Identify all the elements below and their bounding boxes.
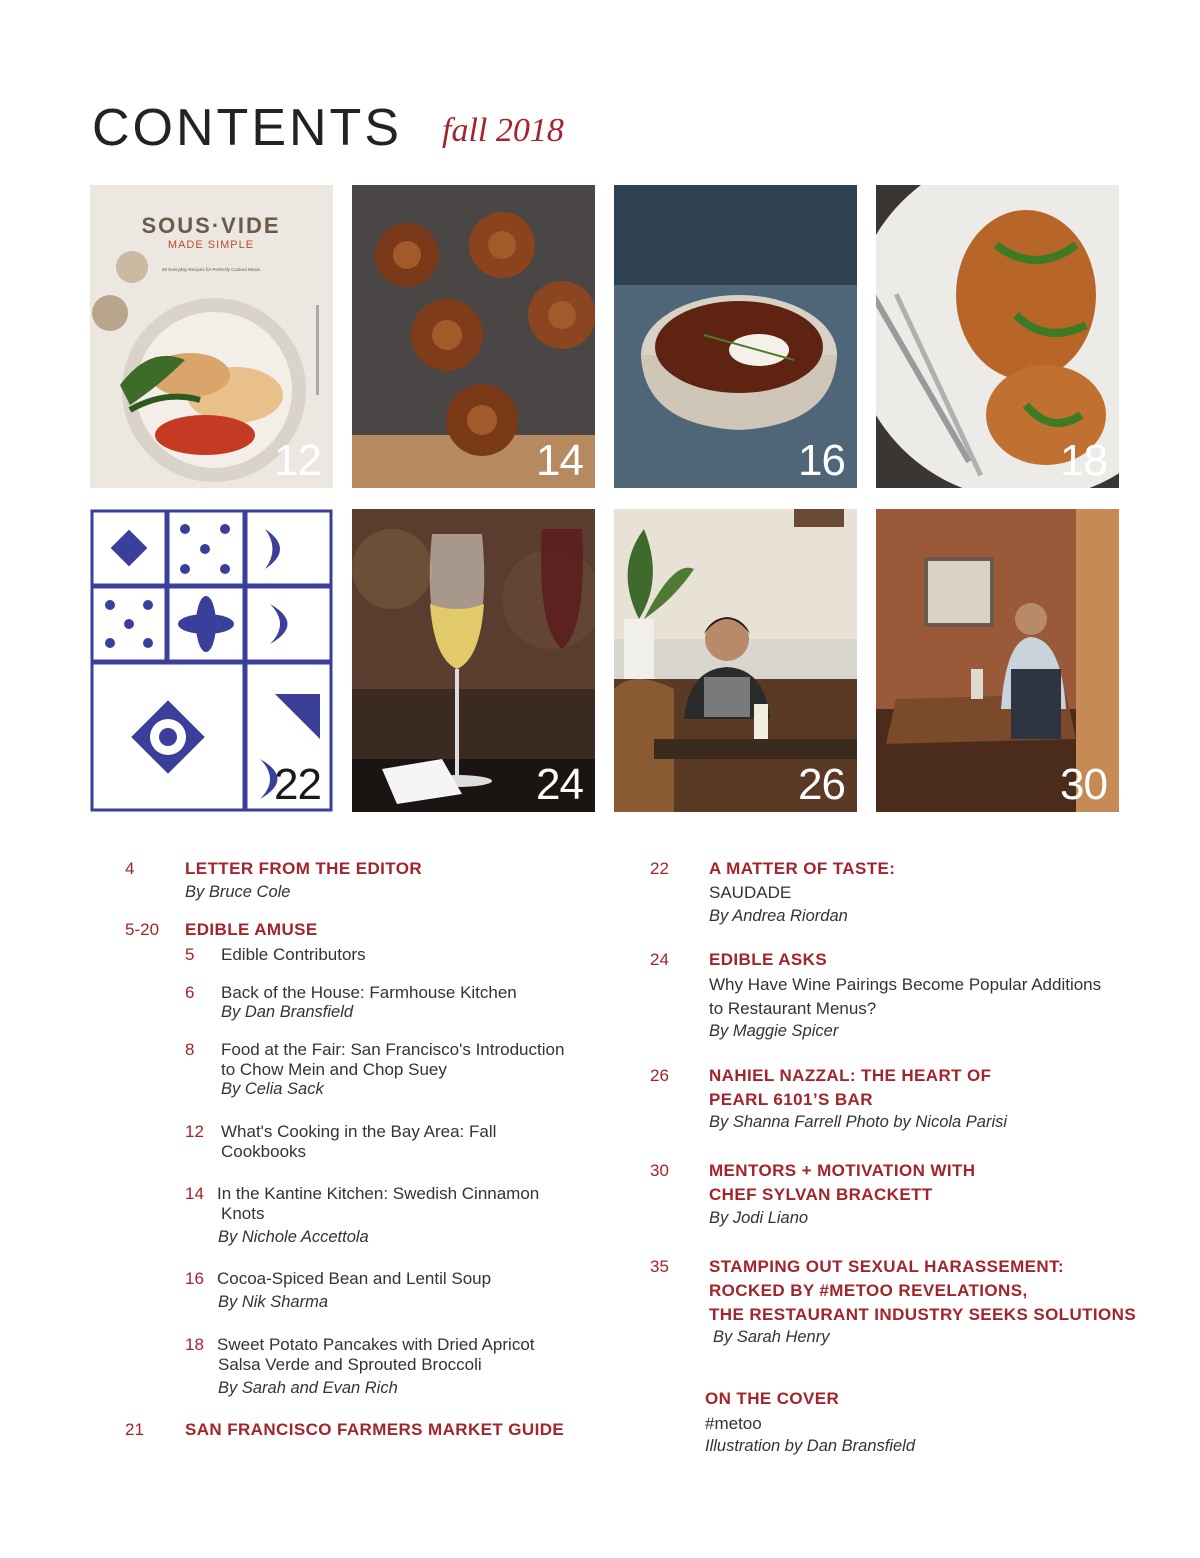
toc-subpage: 8 xyxy=(185,1040,195,1059)
toc-title-stamping-out[interactable]: STAMPING OUT SEXUAL HARASSEMENT: xyxy=(709,1257,1065,1276)
toc-byline: Illustration by Dan Bransfield xyxy=(705,1437,916,1455)
toc-title-farmers-market[interactable]: SAN FRANCISCO FARMERS MARKET GUIDE xyxy=(185,1420,565,1439)
issue-label: fall 2018 xyxy=(442,112,564,149)
toc-byline: By Bruce Cole xyxy=(185,883,291,901)
toc-page-stamping: 35 xyxy=(650,1257,669,1276)
toc-subpage: 12 xyxy=(185,1122,204,1141)
tile-page-number: 12 xyxy=(274,436,321,485)
tile-page-number: 24 xyxy=(536,760,583,809)
toc-title-edible-asks[interactable]: EDIBLE ASKS xyxy=(709,950,828,969)
toc-subpage: 6 xyxy=(185,983,195,1002)
toc-subtitle: Why Have Wine Pairings Become Popular Additions xyxy=(709,975,1102,994)
toc-subtitle[interactable]: Food at the Fair: San Francisco's Introduction xyxy=(221,1040,565,1059)
toc-byline: By Jodi Liano xyxy=(709,1209,809,1227)
toc-page-nahiel: 26 xyxy=(650,1066,669,1085)
tile-page-number: 16 xyxy=(798,436,845,485)
toc-byline: By Dan Bransfield xyxy=(221,1003,354,1021)
tile-bean-soup[interactable] xyxy=(614,185,857,488)
toc-byline: By Maggie Spicer xyxy=(709,1022,839,1040)
toc-byline: By Celia Sack xyxy=(221,1080,324,1098)
toc-title-letter-from-editor[interactable]: LETTER FROM THE EDITOR xyxy=(185,859,423,878)
toc-title-edible-amuse[interactable]: EDIBLE AMUSE xyxy=(185,920,318,939)
tile-cinnamon-knots[interactable] xyxy=(352,185,595,488)
toc-subtitle[interactable]: Cocoa-Spiced Bean and Lentil Soup xyxy=(217,1269,492,1288)
cookbook-tagline: 60 Everyday Recipes for Perfectly Cooked Meals xyxy=(162,267,260,272)
toc-title-nahiel-nazzal[interactable]: NAHIEL NAZZAL: THE HEART OF xyxy=(709,1066,992,1085)
tile-page-number: 22 xyxy=(274,760,321,809)
toc-subtitle-line2: to Chow Mein and Chop Suey xyxy=(221,1060,447,1079)
toc-subtitle[interactable]: Edible Contributors xyxy=(221,945,366,964)
cookbook-title: SOUS·VIDE xyxy=(141,213,281,238)
toc-title-mentors-line2: CHEF SYLVAN BRACKETT xyxy=(709,1185,933,1204)
tile-wine-glass[interactable] xyxy=(352,509,595,812)
tile-sylvan-brackett[interactable] xyxy=(876,509,1119,812)
toc-subtitle[interactable]: Back of the House: Farmhouse Kitchen xyxy=(221,983,517,1002)
tile-page-number: 26 xyxy=(798,760,845,809)
tile-azulejo-tiles[interactable] xyxy=(90,509,333,812)
cookbook-subtitle: MADE SIMPLE xyxy=(167,239,255,251)
toc-subtitle-line2: Cookbooks xyxy=(221,1142,307,1161)
toc-byline: By Sarah and Evan Rich xyxy=(218,1379,398,1397)
toc-byline: By Sarah Henry xyxy=(713,1328,830,1346)
page-title: CONTENTS xyxy=(92,99,402,157)
toc-subtitle[interactable]: In the Kantine Kitchen: Swedish Cinnamon xyxy=(217,1184,540,1203)
toc-title-stamping-line3: THE RESTAURANT INDUSTRY SEEKS SOLUTIONS xyxy=(709,1305,1137,1324)
tile-sweet-potato-pancakes[interactable] xyxy=(876,185,1119,488)
toc-subtitle-line2: Salsa Verde and Sprouted Broccoli xyxy=(218,1355,482,1374)
toc-byline: By Shanna Farrell Photo by Nicola Parisi xyxy=(709,1113,1008,1131)
toc-title-matter-of-taste[interactable]: A MATTER OF TASTE: xyxy=(709,859,896,878)
toc-page-taste: 22 xyxy=(650,859,669,878)
toc-page-market: 21 xyxy=(125,1420,144,1439)
toc-subpage: 5 xyxy=(185,945,195,964)
toc-subtitle[interactable]: Sweet Potato Pancakes with Dried Apricot xyxy=(217,1335,535,1354)
toc-subtitle: SAUDADE xyxy=(709,883,792,902)
toc-page-asks: 24 xyxy=(650,950,669,969)
toc-title-nahiel-nazzal-line2: PEARL 6101’S BAR xyxy=(709,1090,873,1109)
toc-byline: By Nik Sharma xyxy=(218,1293,329,1311)
toc-subpage: 18 xyxy=(185,1335,204,1354)
toc-subpage: 16 xyxy=(185,1269,204,1288)
toc-byline: By Nichole Accettola xyxy=(218,1228,369,1246)
toc-title-on-the-cover[interactable]: ON THE COVER xyxy=(705,1389,840,1408)
toc-page-amuse: 5-20 xyxy=(125,920,160,939)
toc-page-letter: 4 xyxy=(125,859,135,878)
toc-subtitle: #metoo xyxy=(705,1414,762,1433)
tile-page-number: 30 xyxy=(1060,760,1107,809)
toc-subtitle-line2: to Restaurant Menus? xyxy=(709,999,877,1018)
tile-page-number: 18 xyxy=(1060,436,1107,485)
toc-subtitle-line2: Knots xyxy=(221,1204,265,1223)
toc-subtitle[interactable]: What's Cooking in the Bay Area: Fall xyxy=(221,1122,497,1141)
toc-byline: By Andrea Riordan xyxy=(709,907,848,925)
toc-title-mentors[interactable]: MENTORS + MOTIVATION WITH xyxy=(709,1161,976,1180)
tile-nahiel-nazzal[interactable] xyxy=(614,509,857,812)
toc-subpage: 14 xyxy=(185,1184,204,1203)
tile-page-number: 14 xyxy=(536,436,583,485)
tile-sous-vide-cookbook[interactable] xyxy=(90,185,333,488)
toc-title-stamping-line2: ROCKED BY #METOO REVELATIONS, xyxy=(709,1281,1028,1300)
toc-page-mentors: 30 xyxy=(650,1161,669,1180)
